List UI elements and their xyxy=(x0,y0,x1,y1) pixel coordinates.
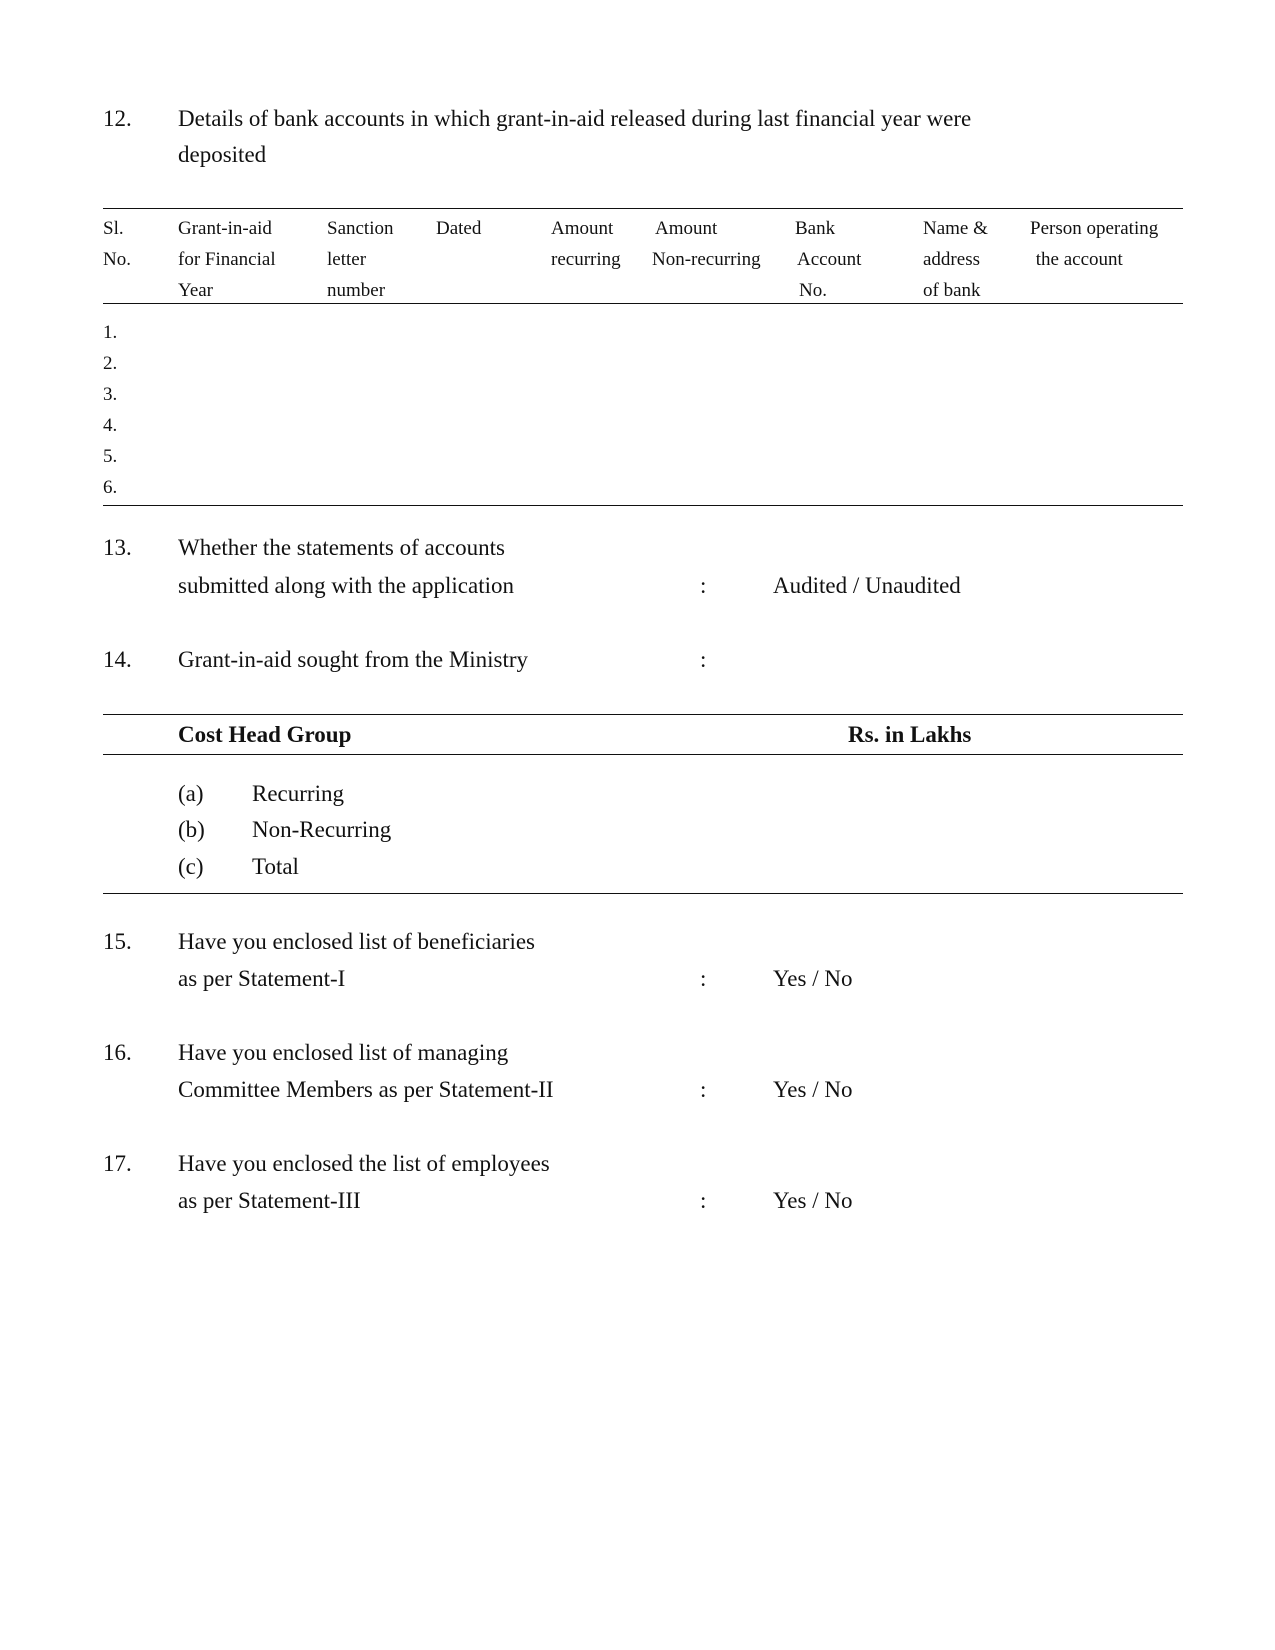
col-bank-line1: Bank xyxy=(795,218,836,239)
cost-item-text: Non-Recurring xyxy=(252,817,392,842)
q16-text-line2: Committee Members as per Statement-II xyxy=(178,1077,554,1102)
q17-text-line1: Have you enclosed the list of employees xyxy=(178,1151,550,1176)
q17-text-line2: as per Statement-III xyxy=(178,1188,361,1213)
table-row: 1. xyxy=(103,322,118,343)
q13-colon: : xyxy=(700,573,707,598)
q13-answer: Audited / Unaudited xyxy=(773,573,961,598)
col-amount-nonrec-line2: Non-recurring xyxy=(652,249,761,270)
q15-colon: : xyxy=(700,966,707,991)
cost-item-label: (c) xyxy=(178,854,204,879)
q13-number: 13. xyxy=(103,535,132,560)
col-grant-line1: Grant-in-aid xyxy=(178,218,272,239)
q16-number: 16. xyxy=(103,1040,132,1065)
q14-colon: : xyxy=(700,647,707,672)
col-person-line1: Person operating xyxy=(1030,218,1159,239)
q17-answer: Yes / No xyxy=(773,1188,853,1213)
table-row: 3. xyxy=(103,384,118,405)
q17-number: 17. xyxy=(103,1151,132,1176)
col-sanction-line1: Sanction xyxy=(327,218,394,239)
q13-text-line1: Whether the statements of accounts xyxy=(178,535,505,560)
col-amount-nonrec-line1: Amount xyxy=(655,218,718,239)
col-dated: Dated xyxy=(436,218,482,239)
q16-text-line1: Have you enclosed list of managing xyxy=(178,1040,509,1065)
q12-text-line2: deposited xyxy=(178,142,267,167)
cost-item-label: (a) xyxy=(178,781,204,806)
q14-number: 14. xyxy=(103,647,132,672)
q14-text-line1: Grant-in-aid sought from the Ministry xyxy=(178,647,529,672)
col-amount-rec-line1: Amount xyxy=(551,218,614,239)
table-row: 6. xyxy=(103,477,118,498)
col-sanction-line3: number xyxy=(327,280,386,301)
cost-table-top-rule xyxy=(103,714,1183,715)
cost-head-group-header: Cost Head Group xyxy=(178,722,352,747)
col-person-line2: the account xyxy=(1031,249,1123,270)
bank-table-bottom-rule xyxy=(103,505,1183,506)
q15-number: 15. xyxy=(103,929,132,954)
cost-item-text: Total xyxy=(252,854,299,879)
q16-colon: : xyxy=(700,1077,707,1102)
col-sl-line1: Sl. xyxy=(103,218,124,239)
q15-text-line1: Have you enclosed list of beneficiaries xyxy=(178,929,536,954)
cost-item-label: (b) xyxy=(178,817,205,842)
q13-text-line2: submitted along with the application xyxy=(178,573,514,598)
col-bank-line3: No. xyxy=(799,280,827,301)
col-bank-line2: Account xyxy=(797,249,862,270)
cost-item-text: Recurring xyxy=(252,781,344,806)
rs-in-lakhs-header: Rs. in Lakhs xyxy=(848,722,972,747)
col-name-line3: of bank xyxy=(923,280,981,301)
col-sl-line2: No. xyxy=(103,249,131,270)
cost-table-bottom-rule xyxy=(103,893,1183,894)
cost-table-header-rule xyxy=(103,754,1183,755)
col-amount-rec-line2: recurring xyxy=(551,249,621,270)
col-sanction-line2: letter xyxy=(327,249,367,270)
table-row: 5. xyxy=(103,446,118,467)
col-grant-line2: for Financial xyxy=(178,249,276,270)
col-grant-line3: Year xyxy=(178,280,214,301)
q12-text-line1: Details of bank accounts in which grant-in-aid released during last financial year were xyxy=(178,106,972,131)
q16-answer: Yes / No xyxy=(773,1077,853,1102)
table-row: 2. xyxy=(103,353,118,374)
col-name-line2: address xyxy=(923,249,980,270)
bank-table-top-rule xyxy=(103,208,1183,209)
q17-colon: : xyxy=(700,1188,707,1213)
table-row: 4. xyxy=(103,415,118,436)
q15-text-line2: as per Statement-I xyxy=(178,966,346,991)
bank-table-header-rule xyxy=(103,303,1183,304)
q15-answer: Yes / No xyxy=(773,966,853,991)
q12-number: 12. xyxy=(103,106,132,131)
col-name-line1: Name & xyxy=(923,218,988,239)
